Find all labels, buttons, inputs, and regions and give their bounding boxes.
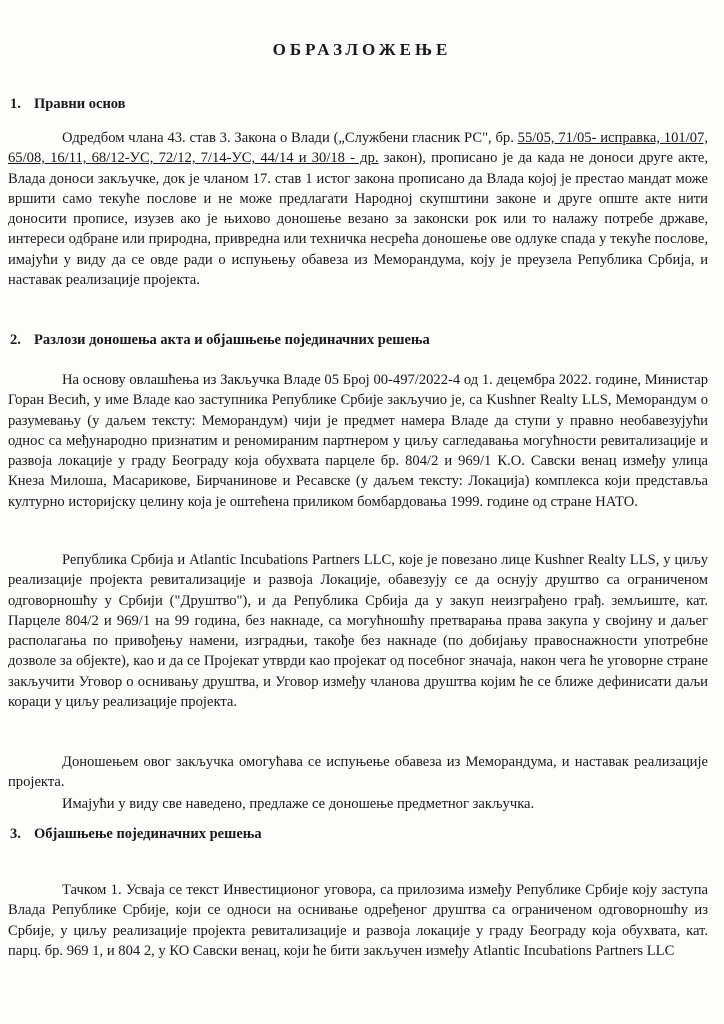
section-2-paragraph-4: Имајући у виду све наведено, предлаже се доношење предметног закључка. bbox=[62, 796, 535, 812]
section-1-heading bbox=[10, 96, 126, 113]
section-title: Разлози доношења акта и објашњење појединачних решења bbox=[34, 332, 430, 348]
section-3-heading bbox=[10, 826, 262, 843]
section-number: 1. bbox=[10, 96, 21, 112]
paragraph-text: закон), прописано је да када не доноси друге акте, Влада доноси закључке, док је чланом 17. став 1 истог закона прописано да Влада којој је престао мандат може вршити само текуће послове и не може предлагати Народној скупштини законе и друге опште акте нити доносити прописе, изузев ако је њихово доношење везано за законски рок или то налажу потребе државе, интереси одбране или природна, привредна или техничка несрећа доношење ове одлуке спада у текуће послове, имајући у виду да се овде ради о испуњењу обавеза из Меморандума, коју је преузела Република Србија, и наставак реализације пројекта. bbox=[8, 150, 708, 289]
document-title: ОБРАЗЛОЖЕЊЕ bbox=[272, 40, 452, 59]
section-2-paragraph-1: На основу овлашћења из Закључка Владе 05 Број 00-497/2022-4 од 1. децембра 2022. године, Министар Горан Весић, у име Владе као заступника Републике Србије закључио је, са Kushner Realty LLS, Меморандум о разумевању (у даљем тексту: Меморандум) чији је предмет намера Владе да ступи у правно необавезујући однос са међународно признатим и реномираним партнером у циљу сагледавања могућности ревитализације и развоја локације у граду Београду која обухвата парцеле бр. 804/2 и 969/1 К.О. Савски венац између улица Кнеза Милоша, Масарикове, Бирчанинове и Ресавске (у даљем тексту: Локација) комплекса који представља културно историјску целину која је оштећена приликом бомбардовања 1999. године од стране НАТО. bbox=[8, 372, 708, 510]
section-title: Правни основ bbox=[34, 96, 126, 112]
section-title: Објашњење појединачних решења bbox=[34, 826, 262, 842]
section-2-paragraph-2: Република Србија и Atlantic Incubations Partners LLC, које је повезано лице Kushner Realty LLS, у циљу реализације пројекта ревитализације и развоја Локације, обавезују се да оснују друштво са ограниченом одговорношћу у Србији ("Друштво"), и да Република Србија да у закуп неизграђено грађ. земљиште, кат. Парцеле 804/2 и 969/1 на 99 година, без накнаде, са могућношћу претварања права закупа у својину и даљег располагања по привођењу намени, изградњи, такође без накнаде (по добијању правоснажности употребне дозволе за објекте), као и да се Пројекат утврди као пројекат од посебног значаја, након чега ће уговорне стране закључити Уговор о оснивању друштва, и Уговор између чланова друштва којим ће се ближе дефинисати даљи кораци у циљу реализације пројекта. bbox=[8, 552, 708, 711]
section-number: 3. bbox=[10, 826, 21, 842]
paragraph-text: Одредбом члана 43. став 3. Закона о Влади („Службени гласник РС", бр. bbox=[62, 130, 518, 146]
section-number: 2. bbox=[10, 332, 21, 348]
section-3-paragraph-1: Тачком 1. Усваја се текст Инвестиционог уговора, са прилозима између Републике Србије коју заступа Влада Републике Србије, који се односи на оснивање одређеног друштва са ограниченом одговорношћу из Србије, у циљу реализације пројекта ревитализације и развоја локације у граду Београду која обухвата, кат. парц. бр. 969 1, и 804 2, у КО Савски венац, који ће бити закључен између Atlantic Incubations Partners LLC bbox=[8, 882, 708, 959]
gazette-references: 55/05, 71/05- исправка, 101/07, 65/08, 16/11, 68/12-УС, 72/12, 7/14-УС, 44/14 и 30/18 - др. bbox=[8, 130, 708, 167]
section-1-paragraph-1 bbox=[8, 128, 708, 290]
section-2-heading bbox=[10, 332, 430, 349]
section-2-paragraph-3: Доношењем овог закључка омогућава се испуњење обавеза из Меморандума, и наставак реализације пројекта. bbox=[8, 754, 708, 791]
